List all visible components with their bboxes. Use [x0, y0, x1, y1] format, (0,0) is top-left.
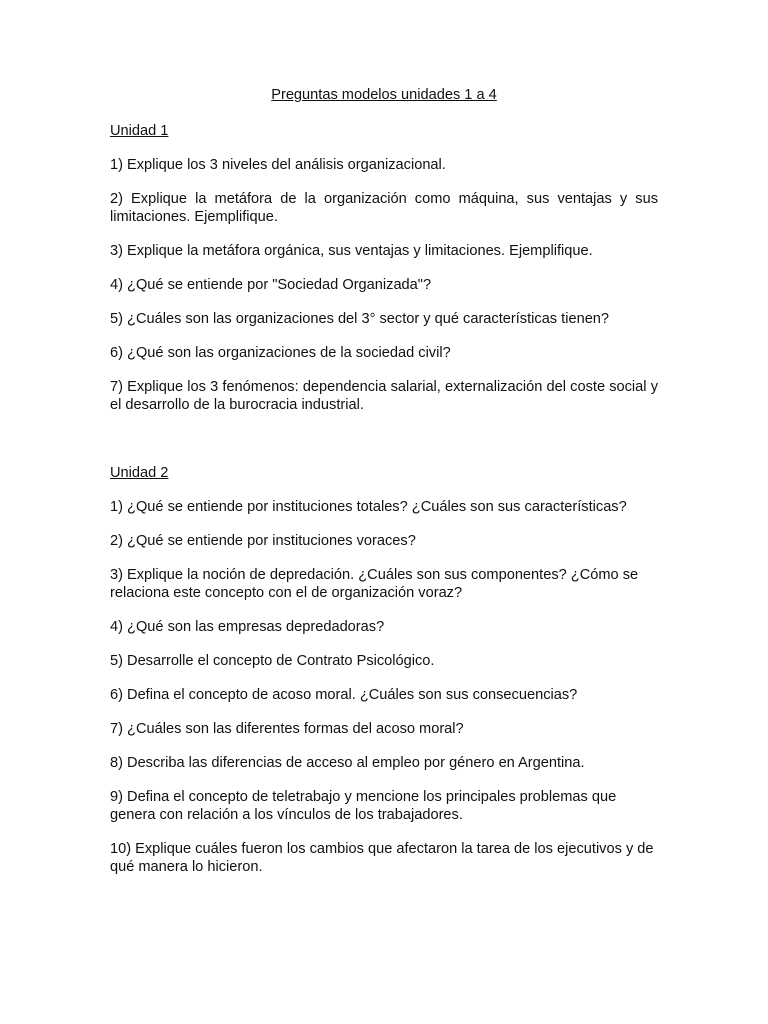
- unit-1-question-5: 5) ¿Cuáles son las organizaciones del 3° sector y qué características tienen?: [110, 311, 610, 327]
- unit-2-question-9: 9) Defina el concepto de teletrabajo y mencione los principales problemas que genera con relación a los vínculos de los trabajadores.: [110, 789, 617, 823]
- unit-2-heading: Unidad 2: [110, 465, 169, 481]
- unit-2-question-6: 6) Defina el concepto de acoso moral. ¿Cuáles son sus consecuencias?: [110, 687, 578, 703]
- unit-1-question-4: 4) ¿Qué se entiende por "Sociedad Organizada"?: [110, 277, 432, 293]
- document-title: Preguntas modelos unidades 1 a 4: [271, 87, 497, 103]
- unit-2-question-10: 10) Explique cuáles fueron los cambios que afectaron la tarea de los ejecutivos y de qué manera lo hicieron.: [110, 841, 654, 875]
- unit-2-question-1: 1) ¿Qué se entiende por instituciones totales? ¿Cuáles son sus características?: [110, 499, 627, 515]
- unit-1-question-7: 7) Explique los 3 fenómenos: dependencia salarial, externalización del coste social y el desarrollo de la burocracia industrial.: [110, 379, 658, 413]
- section-spacer: [110, 430, 658, 464]
- unit-2-section: [110, 464, 658, 876]
- unit-1-question-1: 1) Explique los 3 niveles del análisis organizacional.: [110, 157, 446, 173]
- unit-2-question-2: 2) ¿Qué se entiende por instituciones voraces?: [110, 533, 416, 549]
- unit-1-section: [110, 122, 658, 414]
- unit-2-question-5: 5) Desarrolle el concepto de Contrato Psicológico.: [110, 653, 435, 669]
- unit-1-question-3: 3) Explique la metáfora orgánica, sus ventajas y limitaciones. Ejemplifique.: [110, 243, 593, 259]
- unit-2-question-3: 3) Explique la noción de depredación. ¿Cuáles son sus componentes? ¿Cómo se relaciona este concepto con el de organización voraz?: [110, 567, 639, 601]
- unit-2-question-8: 8) Describa las diferencias de acceso al empleo por género en Argentina.: [110, 755, 585, 771]
- unit-1-question-6: 6) ¿Qué son las organizaciones de la sociedad civil?: [110, 345, 451, 361]
- unit-2-question-7: 7) ¿Cuáles son las diferentes formas del acoso moral?: [110, 721, 464, 737]
- unit-2-question-4: 4) ¿Qué son las empresas depredadoras?: [110, 619, 385, 635]
- unit-1-heading: Unidad 1: [110, 123, 169, 139]
- document-page: [110, 86, 658, 892]
- unit-1-question-2: 2) Explique la metáfora de la organización como máquina, sus ventajas y sus limitaciones. Ejemplifique.: [110, 191, 658, 225]
